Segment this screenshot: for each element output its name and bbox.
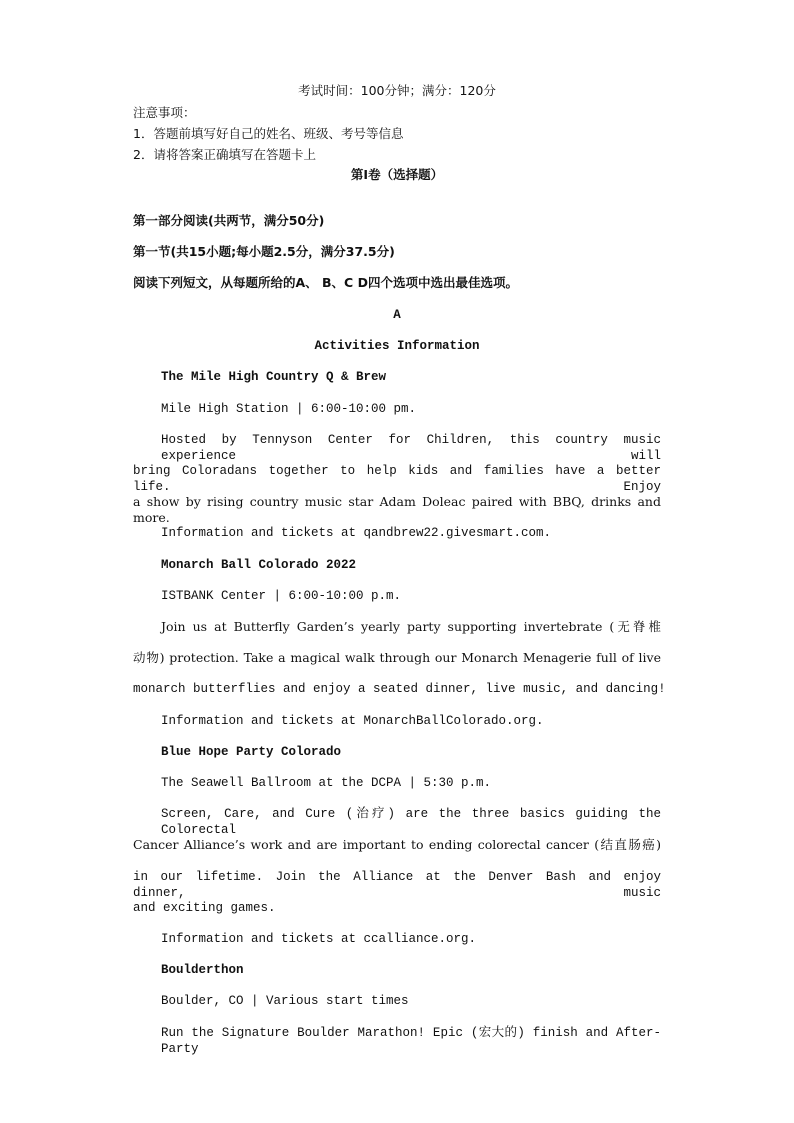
event-venue: The Seawell Ballroom at the DCPA | 5:30 p.m. [161, 776, 492, 790]
event-info: Information and tickets at ccalliance.org. [161, 932, 477, 946]
passage-letter: A [393, 308, 401, 322]
part-title: 第一部分阅读(共两节，满分50分) [133, 213, 325, 228]
event-info: Information and tickets at qandbrew22.givesmart.com. [161, 526, 552, 540]
event-desc-line: monarch butterflies and enjoy a seated dinner, live music, and dancing! [133, 682, 666, 696]
event-venue: Boulder, CO | Various start times [161, 994, 409, 1008]
event-desc-line: Cancer Alliance’s work and are important to ending colorectal cancer (结直肠癌) [133, 837, 661, 852]
notice-item-2: 2．请将答案正确填写在答题卡上 [133, 147, 316, 162]
event-info: Information and tickets at MonarchBallColorado.org. [161, 714, 544, 728]
event-name: Boulderthon [161, 963, 244, 977]
notice-item-1: 1．答题前填写好自己的姓名、班级、考号等信息 [133, 126, 404, 141]
event-desc-line: and exciting games. [133, 901, 276, 915]
event-venue: Mile High Station | 6:00-10:00 pm. [161, 402, 417, 416]
event-desc-line: Hosted by Tennyson Center for Children, this country music experience will [161, 433, 661, 463]
event-desc-line: 动物) protection. Take a magical walk through our Monarch Menagerie full of live [133, 650, 661, 665]
instruction: 阅读下列短文，从每题所给的A、 B、C D四个选项中选出最佳选项。 [133, 275, 518, 290]
subsection-title: 第一节(共15小题;每小题2.5分，满分37.5分) [133, 244, 395, 259]
passage-title: Activities Information [314, 339, 480, 353]
event-desc-line: Screen, Care, and Cure (治疗) are the three basics guiding the Colorectal [161, 807, 661, 837]
event-venue: ISTBANK Center | 6:00-10:00 p.m. [161, 589, 402, 603]
event-desc-line: a show by rising country music star Adam Doleac paired with BBQ, drinks and more. [133, 494, 661, 525]
exam-info: 考试时间：100分钟；满分：120分 [298, 83, 496, 98]
event-desc-line: Join us at Butterfly Garden’s yearly party supporting invertebrate (无脊椎 [161, 619, 661, 634]
volume-title: 第I卷（选择题） [350, 167, 444, 182]
event-desc-line: bring Coloradans together to help kids and families have a better life. Enjoy [133, 464, 661, 494]
notice-title: 注意事项： [133, 105, 196, 120]
event-name: The Mile High Country Q & Brew [161, 370, 387, 384]
event-name: Blue Hope Party Colorado [161, 745, 342, 759]
event-name: Monarch Ball Colorado 2022 [161, 558, 357, 572]
event-desc-line: in our lifetime. Join the Alliance at the Denver Bash and enjoy dinner, music [133, 870, 661, 900]
event-desc-line: Run the Signature Boulder Marathon! Epic (宏大的) finish and After-Party [161, 1026, 661, 1056]
